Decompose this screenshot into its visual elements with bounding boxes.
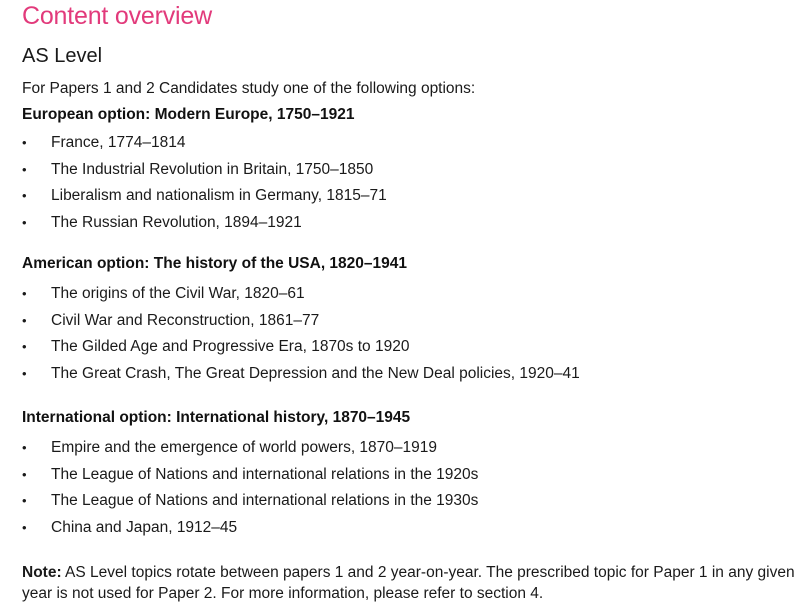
list-item bbox=[22, 308, 797, 335]
note-text: AS Level topics rotate between papers 1 and 2 year-on-year. The prescribed topic for Paper 1 in any given year is not used for Paper 2. For more information, please refer to section 4. bbox=[22, 564, 795, 602]
list-item-text: China and Japan, 1912–45 bbox=[51, 518, 238, 536]
bullet-icon: • bbox=[22, 161, 27, 177]
list-item bbox=[22, 210, 797, 237]
list-item-text: The Gilded Age and Progressive Era, 1870s to 1920 bbox=[51, 338, 410, 355]
list-item bbox=[22, 462, 797, 489]
section-heading: European option: Modern Europe, 1750–1921 bbox=[22, 106, 355, 123]
section-international-option bbox=[22, 408, 797, 541]
bullet-icon: • bbox=[22, 312, 27, 328]
topic-list bbox=[22, 130, 797, 236]
list-item bbox=[22, 281, 797, 308]
list-item-text: Civil War and Reconstruction, 1861–77 bbox=[51, 311, 320, 329]
list-item bbox=[22, 183, 797, 210]
topic-list bbox=[22, 281, 797, 387]
list-item bbox=[22, 435, 797, 462]
list-item bbox=[22, 334, 797, 361]
intro-text: For Papers 1 and 2 Candidates study one of the following options: bbox=[22, 80, 476, 97]
bullet-icon: • bbox=[22, 365, 27, 381]
bullet-icon: • bbox=[22, 493, 27, 508]
list-item-text: The League of Nations and international relations in the 1930s bbox=[51, 492, 479, 509]
note-paragraph bbox=[22, 562, 797, 604]
bullet-icon: • bbox=[22, 214, 27, 230]
list-item-text: France, 1774–1814 bbox=[51, 134, 186, 151]
section-american-option bbox=[22, 254, 797, 387]
list-item-text: Liberalism and nationalism in Germany, 1815–71 bbox=[51, 187, 387, 204]
section-heading: American option: The history of the USA, 1820–1941 bbox=[22, 255, 408, 272]
list-item-text: The Industrial Revolution in Britain, 1750–1850 bbox=[51, 160, 374, 178]
bullet-icon: • bbox=[22, 440, 27, 455]
topic-list bbox=[22, 435, 797, 541]
note-label: Note: bbox=[22, 564, 62, 581]
list-item bbox=[22, 130, 797, 157]
bullet-icon: • bbox=[22, 286, 27, 301]
page-subtitle: AS Level bbox=[22, 45, 103, 67]
section-heading: International option: International history, 1870–1945 bbox=[22, 409, 411, 426]
list-item bbox=[22, 157, 797, 184]
list-item-text: The Great Crash, The Great Depression and the New Deal policies, 1920–41 bbox=[51, 364, 580, 382]
list-item-text: The Russian Revolution, 1894–1921 bbox=[51, 213, 302, 231]
list-item bbox=[22, 488, 797, 515]
bullet-icon: • bbox=[22, 135, 27, 150]
list-item-text: Empire and the emergence of world powers, 1870–1919 bbox=[51, 439, 438, 456]
bullet-icon: • bbox=[22, 519, 27, 535]
list-item bbox=[22, 361, 797, 388]
bullet-icon: • bbox=[22, 339, 27, 354]
page-title: Content overview bbox=[22, 2, 212, 30]
list-item-text: The League of Nations and international relations in the 1920s bbox=[51, 465, 479, 483]
bullet-icon: • bbox=[22, 188, 27, 203]
bullet-icon: • bbox=[22, 466, 27, 482]
section-european-option bbox=[22, 104, 797, 236]
list-item bbox=[22, 515, 797, 542]
list-item-text: The origins of the Civil War, 1820–61 bbox=[51, 285, 305, 302]
